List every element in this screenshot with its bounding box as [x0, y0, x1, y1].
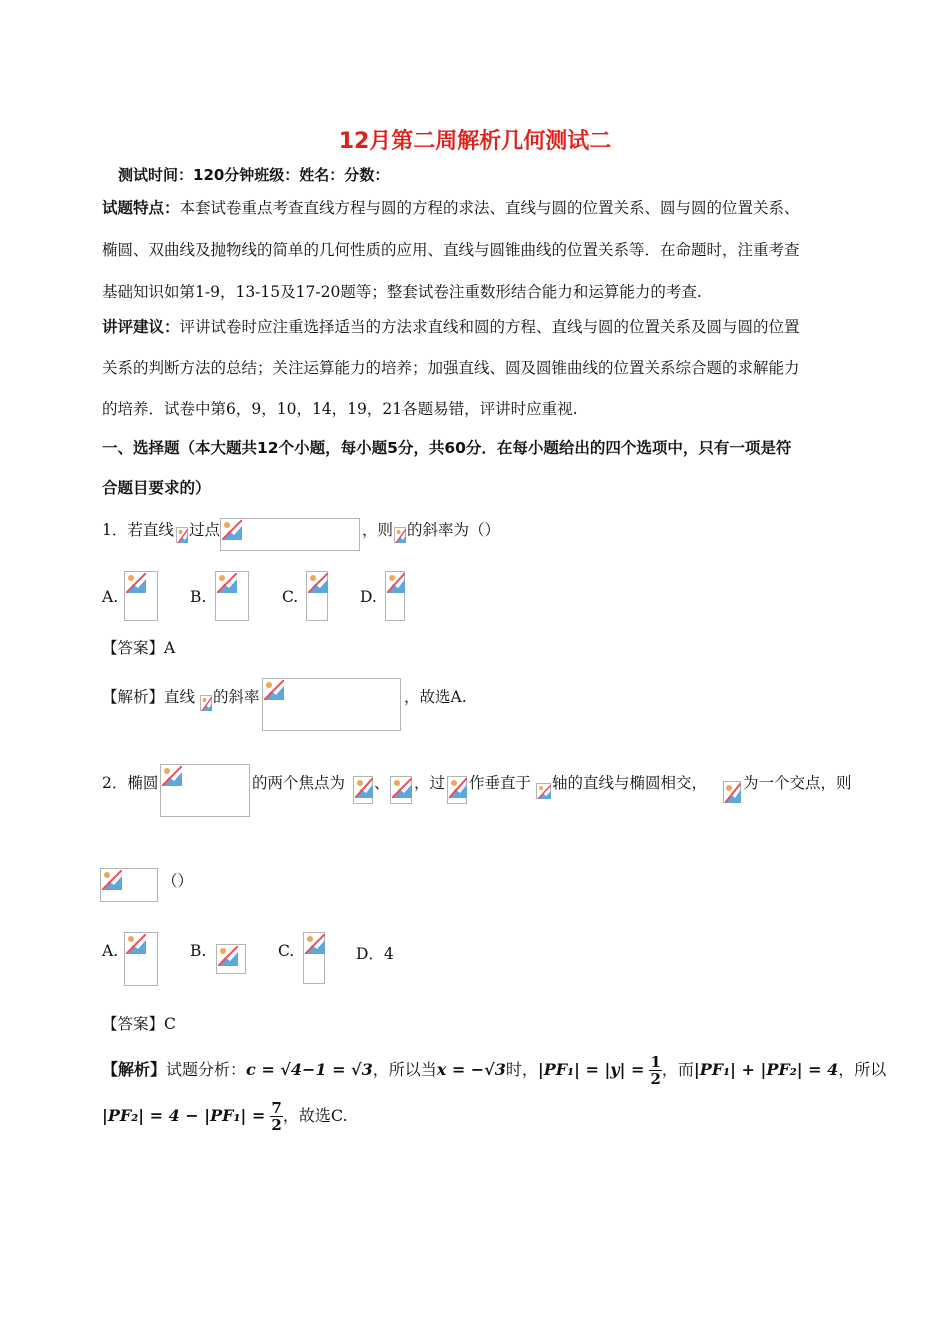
- advice-text-1: 评讲试卷时应注重选择适当的方法求直线和圆的方程、直线与圆的位置关系及圆与圆的位置: [179, 318, 800, 336]
- broken-image-icon: [176, 527, 188, 543]
- formula-image-point: [220, 518, 360, 551]
- q1-analysis-c: ，故选A.: [404, 688, 467, 706]
- q2-analysis-text-6: ，故选C.: [282, 1106, 348, 1125]
- q1-answer: 【答案】A: [102, 639, 176, 657]
- features-label: 试题特点：: [102, 199, 180, 217]
- test-meta: 测试时间：120分钟班级：姓名：分数：: [118, 166, 390, 184]
- q2-math-sum: |PF₁| + |PF₂| = 4: [693, 1060, 839, 1079]
- q1-analysis-b: 的斜率: [213, 688, 260, 706]
- formula-image-f2: [390, 776, 412, 804]
- q2-analysis-text-3: 时，: [505, 1060, 538, 1079]
- advice-line-3: 的培养．试卷中第6，9，10，14，19，21各题易错，评讲时应重视.: [102, 400, 578, 418]
- q2-stem-a: 2．椭圆: [102, 774, 159, 792]
- q2-stem-d: ，过: [414, 774, 446, 792]
- broken-image-icon: [394, 527, 406, 543]
- q2-math-pf1: |PF₁| = |y| =: [537, 1060, 645, 1079]
- q2-analysis-text-5: ，所以: [838, 1060, 887, 1079]
- q2-fraction-one-half: [649, 1054, 661, 1087]
- q1-option-d-image: [385, 571, 405, 621]
- features-text-1: 本套试卷重点考查直线方程与圆的方程的求法、直线与圆的位置关系、圆与圆的位置关系、: [179, 199, 800, 217]
- q1-stem-a: 1．若直线: [102, 521, 174, 539]
- q1-stem-c: ，则: [362, 521, 394, 539]
- q1-stem-d: 的斜率为（）: [407, 521, 501, 539]
- broken-image-icon: [536, 783, 551, 799]
- q2-option-d: D．4: [356, 945, 394, 963]
- section-heading-line-1: 一、选择题（本大题共12个小题，每小题5分，共60分．在每小题给出的四个选项中，只有一项是符: [102, 439, 792, 457]
- formula-image-f1: [353, 776, 373, 804]
- q2-stem-f: 轴的直线与椭圆相交，: [552, 774, 708, 792]
- formula-image-pf2: [100, 868, 158, 902]
- broken-image-icon: [200, 695, 212, 711]
- fraction-numerator: 1: [650, 1053, 661, 1071]
- q2-option-a-label: A.: [102, 942, 119, 960]
- q2-option-a-image: [124, 932, 158, 986]
- q2-stem-g: 为一个交点，则: [743, 774, 852, 792]
- formula-image-p: [723, 781, 741, 803]
- q1-option-b-label: B.: [190, 588, 207, 606]
- q2-option-c-label: C.: [278, 942, 295, 960]
- q2-stem-b: 的两个焦点为: [252, 774, 346, 792]
- q1-option-a-label: A.: [102, 588, 119, 606]
- q1-option-c-image: [306, 571, 328, 621]
- fraction-denominator: 2: [271, 1116, 282, 1134]
- features-line-3: 基础知识如第1-9，13-15及17-20题等；整套试卷注重数形结合能力和运算能力的考查.: [102, 283, 702, 301]
- page-title: 12月第二周解析几何测试二: [338, 129, 612, 154]
- q2-math-x: x = −√3: [436, 1060, 506, 1079]
- q1-option-a-image: [124, 571, 158, 621]
- q1-analysis-a: 【解析】直线: [102, 688, 196, 706]
- q1-option-d-label: D.: [360, 588, 377, 606]
- fraction-denominator: 2: [650, 1070, 661, 1088]
- q2-answer: 【答案】C: [102, 1015, 176, 1033]
- advice-line-1: [102, 307, 800, 347]
- q2-analysis-line-2: [102, 1100, 348, 1133]
- q2-analysis-label: 【解析】: [102, 1060, 167, 1079]
- formula-image-slope: [262, 678, 401, 731]
- section-heading-line-2: 合题目要求的）: [102, 479, 211, 497]
- q2-option-b-label: B.: [190, 942, 207, 960]
- advice-label: 讲评建议：: [102, 318, 180, 336]
- q2-stem-c: 、: [374, 774, 390, 792]
- q2-stem-h: （）: [162, 872, 194, 890]
- q1-option-b-image: [215, 571, 249, 621]
- q2-fraction-seven-halves: [270, 1100, 282, 1133]
- q2-analysis-text-4: ，而: [661, 1060, 694, 1079]
- advice-line-2: 关系的判断方法的总结；关注运算能力的培养；加强直线、圆及圆锥曲线的位置关系综合题的求解能力: [102, 359, 800, 377]
- q1-option-c-label: C.: [282, 588, 299, 606]
- q2-analysis-line-1: [102, 1054, 886, 1087]
- features-line-2: 椭圆、双曲线及抛物线的简单的几何性质的应用、直线与圆锥曲线的位置关系等．在命题时，注重考查: [102, 241, 800, 259]
- q2-option-c-image: [303, 932, 325, 984]
- q2-stem-e: 作垂直于: [469, 774, 532, 792]
- q2-analysis-text-1: 试题分析：: [166, 1060, 247, 1079]
- q2-math-c: c = √4−1 = √3: [246, 1060, 373, 1079]
- q2-analysis-text-2: ，所以当: [372, 1060, 437, 1079]
- q2-math-pf2: |PF₂| = 4 − |PF₁| =: [102, 1106, 266, 1125]
- fraction-numerator: 7: [271, 1099, 282, 1117]
- formula-image-ellipse: [160, 764, 250, 817]
- q2-option-b-image: [216, 944, 246, 974]
- q1-stem-b: 过点: [189, 521, 221, 539]
- formula-image-f1-b: [447, 776, 467, 804]
- features-line-1: [102, 188, 800, 228]
